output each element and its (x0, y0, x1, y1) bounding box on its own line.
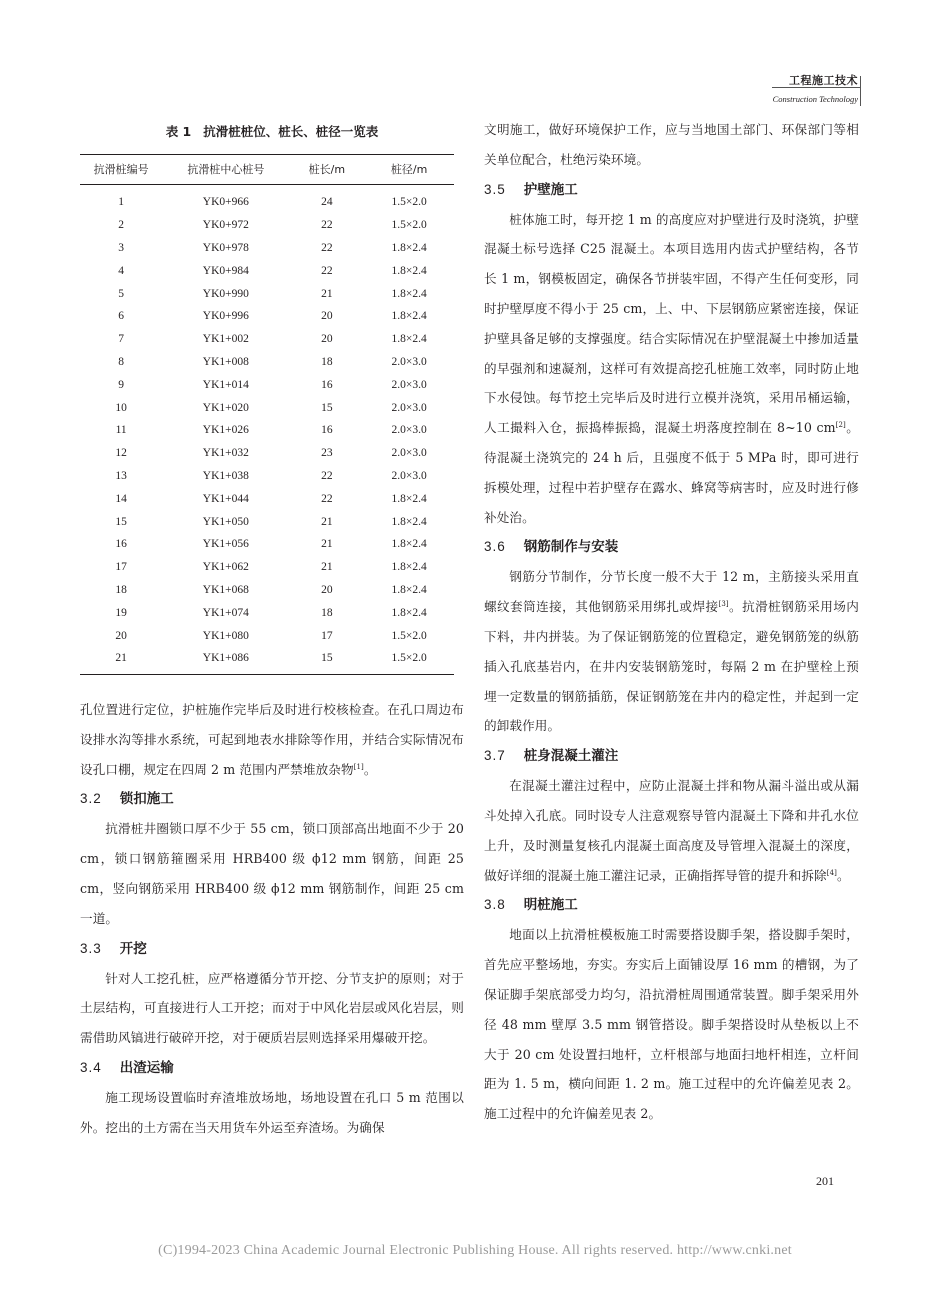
table-cell: 1.8×2.4 (391, 310, 427, 323)
section-heading (80, 934, 464, 964)
table-cell: 16 (321, 424, 333, 437)
paragraph-text: 孔位置进行定位，护桩施作完毕后及时进行校核检查。在孔口周边布设排水沟等排水系统，可起到地表水排除等作用，并结合实际情况布设孔口棚，规定在四周 2 m 范围内严禁堆放杂物 (80, 702, 464, 777)
table-cell: 22 (321, 469, 333, 482)
header-rule (772, 87, 860, 88)
table-cell: YK1+080 (202, 629, 249, 642)
table-cell: YK0+984 (202, 264, 249, 277)
table-header-row (80, 155, 454, 185)
table-cell: 20 (321, 333, 333, 346)
table-cell: YK1+032 (202, 447, 249, 460)
table-cell: 7 (118, 333, 124, 346)
paragraph-text: 。 (363, 761, 377, 777)
table-cell: 21 (321, 515, 333, 528)
table-cell: YK1+056 (202, 538, 249, 551)
citation: [1] (353, 762, 364, 771)
paragraph-text: 桩体施工时，每开挖 1 m 的高度应对护壁进行及时浇筑，护壁混凝土标号选择 C25 混凝土。本项目选用内齿式护壁结构，各节长 1 m，钢模板固定，确保各节拼装牢固，不得产生任何变形，同时护壁厚度不得小于 25 cm，上、中、下层钢筋应紧密连接，保证护壁具备足够的支撑强度。结合实际情况在护壁混凝土中掺加适量的早强剂和速凝剂，这样可有效提高挖孔桩施工效率，同时防止地下水侵蚀。每节挖土完毕后及时进行立模并浇筑，采用吊桶运输，人工撮料入仓，振捣棒振捣，混凝土坍落度控制在 8~10 cm (484, 211, 859, 436)
table-cell: 20 (321, 583, 333, 596)
table-cell: YK0+996 (202, 310, 249, 323)
table-row (80, 328, 454, 351)
paragraph: 地面以上抗滑桩模板施工时需要搭设脚手架，搭设脚手架时，首先应平整场地，夯实。夯实后上面铺设厚 16 mm 的槽钢，为了保证脚手架底部受力均匀，沿抗滑桩周围通常装置。脚手架采用外径 48 mm 壁厚 3.5 mm 钢管搭设。脚手架搭设时从垫板以上不大于 20 cm 处设置扫地杆，立杆根部与地面扫地杆相连，立杆间距为 1. 5 m，横向间距 1. 2 m。施工过程中的允许偏差见表 2。施工过程中的允许偏差见表 2。 (484, 927, 859, 1122)
section-heading (484, 890, 859, 920)
table-cell: 21 (321, 538, 333, 551)
section-title: 桩身混凝土灌注 (523, 748, 619, 765)
column-header: 抗滑桩中心桩号 (162, 155, 289, 185)
table-cell: YK1+020 (202, 401, 249, 414)
left-column (80, 695, 464, 1143)
table-cell: YK1+086 (162, 647, 289, 674)
table-row (80, 465, 454, 488)
table-cell: 15 (289, 647, 364, 674)
table-cell: YK0+990 (202, 287, 249, 300)
table-cell: 17 (321, 629, 333, 642)
table-cell: YK1+002 (202, 333, 249, 346)
table-cell: 12 (115, 447, 127, 460)
table-cell: 21 (321, 561, 333, 574)
section-title: 明桩施工 (523, 897, 578, 914)
paragraph: 抗滑桩井圈锁口厚不少于 55 cm，锁口顶部高出地面不少于 20 cm，锁口钢筋箍圈采用 HRB400 级 ϕ12 mm 钢筋，间距 25 cm，竖向钢筋采用 HRB400 级 ϕ12 mm 钢筋制作，间距 25 cm 一道。 (80, 821, 464, 926)
table-cell: 23 (321, 447, 333, 460)
table-row (80, 556, 454, 579)
paragraph-text: 。待混凝土浇筑完的 24 h 后，且强度不低于 5 MPa 时，即可进行拆模处理，过程中若护壁存在露水、蜂窝等病害时，应及时进行修补处治。 (484, 420, 860, 525)
table-row (80, 305, 454, 328)
section-number: 3.3 (80, 940, 102, 956)
table-cell: 22 (321, 492, 333, 505)
paragraph: 针对人工挖孔桩，应严格遵循分节开挖、分节支护的原则；对于土层结构，可直接进行人工开挖；而对于中风化岩层或风化岩层，则需借助风镐进行破碎开挖，对于硬质岩层则选择采用爆破开挖。 (80, 970, 464, 1046)
journal-title-cn: 工程施工技术 (789, 74, 858, 87)
running-header (773, 72, 858, 104)
right-column (484, 115, 859, 1129)
table-cell: 1.8×2.4 (391, 583, 427, 596)
table-caption-label: 表 1 (165, 124, 192, 139)
table-cell: YK1+014 (202, 378, 249, 391)
table-cell: 20 (321, 310, 333, 323)
table-cell: 8 (118, 355, 124, 368)
table-cell: 22 (321, 264, 333, 277)
table-cell: 5 (118, 287, 124, 300)
table-cell: 1.8×2.4 (391, 515, 427, 528)
table-row (80, 214, 454, 237)
paragraph (484, 205, 859, 533)
table-cell: 1.8×2.4 (391, 333, 427, 346)
page-number: 201 (816, 1174, 834, 1188)
section-number: 3.8 (484, 897, 506, 913)
table-cell: 1.5×2.0 (391, 219, 427, 232)
table-cell: 22 (321, 241, 333, 254)
table-cell: 1.8×2.4 (391, 264, 427, 277)
table-cell: 2.0×3.0 (391, 378, 427, 391)
paragraph-text: 在混凝土灌注过程中，应防止混凝土拌和物从漏斗溢出或从漏斗处掉入孔底。同时设专人注意观察导管内混凝土下降和井孔水位上升，及时测量复核孔内混凝土面高度及导管埋入混凝土的深度，做好详细的混凝土施工灌注记录，正确指挥导管的提升和拆除 (484, 778, 859, 883)
citation: [2] (835, 420, 846, 429)
table-cell: 16 (321, 378, 333, 391)
paragraph (484, 562, 859, 741)
paragraph (484, 771, 859, 890)
table-cell: 21 (80, 647, 162, 674)
table-row (80, 601, 454, 624)
table-cell: 22 (321, 219, 333, 232)
table-cell: 10 (115, 401, 127, 414)
section-title: 出渣运输 (119, 1059, 174, 1076)
section-title: 开挖 (119, 940, 147, 957)
column-header: 桩径/m (364, 155, 454, 185)
table-cell: 1.5×2.0 (364, 647, 454, 674)
journal-title-en: Construction Technology (772, 94, 858, 104)
table-cell: 18 (321, 606, 333, 619)
table-row (80, 487, 454, 510)
section-title: 锁扣施工 (119, 791, 174, 808)
table-cell: 1 (118, 196, 124, 209)
table-cell: YK0+978 (202, 241, 249, 254)
table-cell: YK1+062 (202, 561, 249, 574)
paragraph-text: 钢筋分节制作，分节长度一般不大于 12 m，主筋接头采用直螺纹套筒连接，其他钢筋采用绑扎或焊接 (484, 569, 859, 615)
table-cell: 13 (115, 469, 127, 482)
section-heading (484, 532, 859, 562)
table-row (80, 351, 454, 374)
table-cell: 6 (118, 310, 124, 323)
table-cell: 2.0×3.0 (391, 424, 427, 437)
table-cell: 18 (115, 583, 127, 596)
citation: [3] (718, 599, 729, 608)
table-cell: 16 (115, 538, 127, 551)
table-cell: 19 (115, 606, 127, 619)
table-cell: YK1+038 (202, 469, 249, 482)
pile-table (80, 154, 454, 675)
table-cell: 3 (118, 241, 124, 254)
table-cell: 11 (115, 424, 127, 437)
column-header: 抗滑桩编号 (80, 155, 162, 185)
table-cell: 4 (118, 264, 124, 277)
table-cell: YK0+972 (202, 219, 249, 232)
table-row (80, 533, 454, 556)
table-caption (80, 122, 464, 140)
table-row (80, 647, 454, 674)
table-cell: 2.0×3.0 (391, 447, 427, 460)
table-cell: 1.8×2.4 (391, 561, 427, 574)
table-body (80, 185, 454, 675)
table-cell: YK1+026 (202, 424, 249, 437)
section-title: 钢筋制作与安装 (523, 539, 619, 556)
column-header: 桩长/m (289, 155, 364, 185)
section-title: 护壁施工 (523, 181, 578, 198)
paragraph: 施工现场设置临时弃渣堆放场地，场地设置在孔口 5 m 范围以外。挖出的土方需在当天用货车外运至弃渣场。为确保 (80, 1089, 464, 1135)
table-caption-title: 抗滑桩桩位、桩长、桩径一览表 (203, 124, 379, 139)
table-cell: 2 (118, 219, 124, 232)
table-cell: 1.8×2.4 (391, 241, 427, 254)
table-cell: 15 (115, 515, 127, 528)
table-cell: 9 (118, 378, 124, 391)
table-cell: 1.5×2.0 (391, 196, 427, 209)
table-cell: YK0+966 (202, 196, 249, 209)
table-cell: 1.8×2.4 (391, 287, 427, 300)
table-cell: 21 (321, 287, 333, 300)
table-row (80, 419, 454, 442)
section-heading (484, 175, 859, 205)
table-cell: 24 (321, 196, 333, 209)
table-cell: 2.0×3.0 (391, 469, 427, 482)
table-cell: 20 (115, 629, 127, 642)
table-cell: 18 (321, 355, 333, 368)
table-cell: 1.8×2.4 (391, 492, 427, 505)
table-cell: 1.5×2.0 (391, 629, 427, 642)
table-cell: YK1+050 (202, 515, 249, 528)
copyright-footer: (C)1994-2023 China Academic Journal Electronic Publishing House. All rights reserved. http://www.cnki.net (158, 1243, 792, 1258)
section-number: 3.5 (484, 181, 506, 197)
table-cell: 1.8×2.4 (391, 538, 427, 551)
section-number: 3.6 (484, 539, 506, 555)
table-cell: 1.8×2.4 (391, 606, 427, 619)
table-cell: 2.0×3.0 (391, 401, 427, 414)
table-row (80, 579, 454, 602)
table-cell: 17 (115, 561, 127, 574)
table-row (80, 442, 454, 465)
citation: [4] (826, 868, 837, 877)
paragraph (80, 695, 464, 784)
paragraph-text: 。抗滑桩钢筋采用场内下料，井内拼装。为了保证钢筋笼的位置稳定，避免钢筋笼的纵筋插入孔底基岩内，在井内安装钢筋笼时，每隔 2 m 在护壁栓上预埋一定数量的钢筋插筋，保证钢筋笼在井内的稳定性，并起到一定的卸载作用。 (484, 599, 859, 734)
table-cell: YK1+008 (202, 355, 249, 368)
section-number: 3.4 (80, 1059, 102, 1075)
table-cell: 15 (321, 401, 333, 414)
table-row (80, 510, 454, 533)
section-number: 3.7 (484, 748, 506, 764)
paragraph: 文明施工，做好环境保护工作，应与当地国土部门、环保部门等相关单位配合，杜绝污染环境。 (484, 122, 859, 167)
table-cell: YK1+074 (202, 606, 249, 619)
section-heading (484, 741, 859, 771)
table-row (80, 396, 454, 419)
header-vertical-rule (860, 76, 861, 106)
section-number: 3.2 (80, 791, 102, 807)
table-cell: YK1+068 (202, 583, 249, 596)
paragraph-text: 。 (836, 867, 850, 883)
table-row (80, 185, 454, 214)
table-row (80, 282, 454, 305)
table-cell: YK1+044 (202, 492, 249, 505)
table-row (80, 237, 454, 260)
table-cell: 14 (115, 492, 127, 505)
table-row (80, 373, 454, 396)
table-row (80, 259, 454, 282)
section-heading (80, 1053, 464, 1083)
table-cell: 2.0×3.0 (391, 355, 427, 368)
section-heading (80, 784, 464, 814)
table-row (80, 624, 454, 647)
